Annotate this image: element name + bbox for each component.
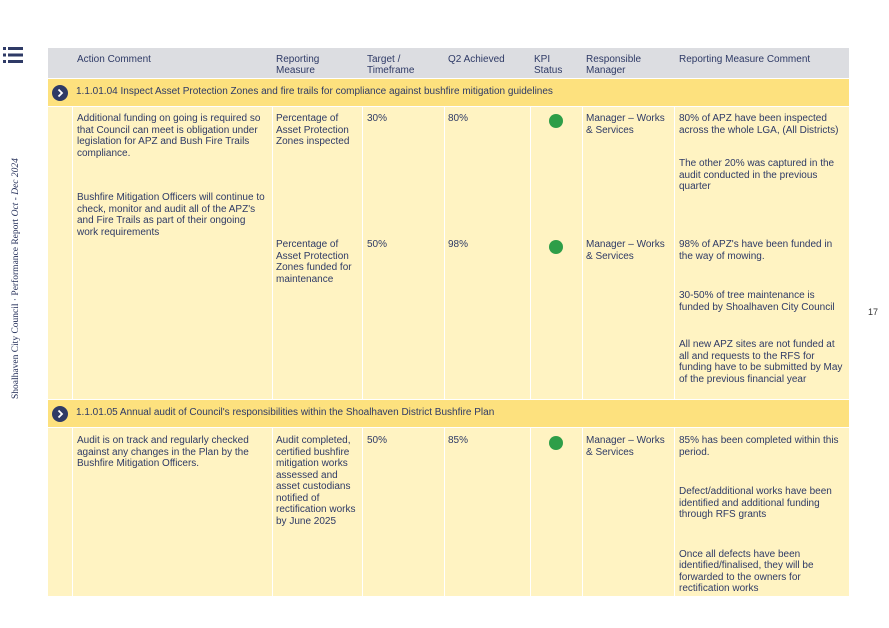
reporting-measure: Audit completed, certified bushfire mitigation works assessed and asset custodians notified of rectification works by June 2025 — [276, 435, 356, 527]
header-measure-comment: Reporting Measure Comment — [679, 54, 811, 65]
reporting-measure: Percentage of Asset Protection Zones inspected — [276, 113, 350, 147]
measure-comment-text: 85% has been completed within this period. — [679, 435, 839, 458]
header-target: Target / Timeframe — [367, 54, 415, 76]
table-header — [48, 48, 849, 78]
report-sidebar-title — [11, 158, 25, 399]
measure-comment-text: 98% of APZ's have been funded in the way of mowing. — [679, 239, 833, 262]
header-action-comment: Action Comment — [77, 54, 151, 65]
action-title: 1.1.01.04 Inspect Asset Protection Zones and fire trails for compliance against bushfire mitigation guidelines — [76, 86, 553, 97]
kpi-status-indicator — [549, 114, 563, 128]
reporting-measure: Percentage of Asset Protection Zones funded for maintenance — [276, 239, 352, 285]
measure-comment — [679, 435, 843, 595]
measure-comment-text: The other 20% was captured in the audit conducted in the previous quarter — [679, 158, 835, 192]
responsible-manager: Manager – Works & Services — [586, 435, 665, 458]
list-menu-icon[interactable] — [3, 46, 23, 64]
header-reporting-measure: Reporting Measure — [276, 54, 320, 76]
measure-comment-text: Defect/additional works have been identified and additional funding through RFS grants — [679, 486, 832, 520]
action-rows — [48, 107, 849, 399]
report-period: Oct - Dec 2024 — [11, 158, 21, 217]
action-title: 1.1.01.05 Annual audit of Council's responsibilities within the Shoalhaven District Bushfire Plan — [76, 407, 495, 418]
measure-comment — [679, 239, 847, 385]
action-band — [48, 400, 849, 427]
action-comment: Audit is on track and regularly checked against any changes in the Plan by the Bushfire Mitigation Officers. — [77, 435, 249, 469]
achieved-value: 80% — [448, 113, 469, 124]
chevron-right-circle-icon[interactable] — [52, 406, 68, 422]
target-value: 50% — [367, 435, 388, 446]
achieved-value: 98% — [448, 239, 469, 250]
comment-text: Bushfire Mitigation Officers will continue to check, monitor and audit all of the APZ's and Fire Trails as part of their ongoing work requirements — [77, 192, 265, 238]
header-q2-achieved: Q2 Achieved — [448, 54, 505, 65]
report-title: Shoalhaven City Council · Performance Report — [11, 218, 21, 399]
measure-comment-text: 80% of APZ have been inspected across the whole LGA, (All Districts) — [679, 113, 839, 136]
measure-comment-text: Once all defects have been identified/finalised, they will be forwarded to the owners for rectification works — [679, 548, 814, 594]
action-band — [48, 79, 849, 106]
header-kpi-status: KPI Status — [534, 54, 563, 76]
kpi-status-indicator — [549, 240, 563, 254]
chevron-right-circle-icon[interactable] — [52, 85, 68, 101]
kpi-status-indicator — [549, 436, 563, 450]
achieved-value: 85% — [448, 435, 469, 446]
measure-comment-text: All new APZ sites are not funded at all and requests to the RFS for funding have to be submitted by May of the previous financial year — [679, 339, 843, 385]
responsible-manager: Manager – Works & Services — [586, 113, 665, 136]
target-value: 30% — [367, 113, 388, 124]
measure-comment-text: 30-50% of tree maintenance is funded by Shoalhaven City Council — [679, 290, 835, 313]
page-number: 17 — [868, 307, 879, 317]
action-rows — [48, 428, 849, 596]
comment-text: Additional funding on going is required so that Council can meet is obligation under legislation for APZ and Bush Fire Trails compliance. — [77, 113, 261, 159]
target-value: 50% — [367, 239, 388, 250]
header-responsible-manager: Responsible Manager — [586, 54, 642, 76]
action-comment — [77, 113, 269, 238]
responsible-manager: Manager – Works & Services — [586, 239, 665, 262]
measure-comment — [679, 113, 847, 193]
